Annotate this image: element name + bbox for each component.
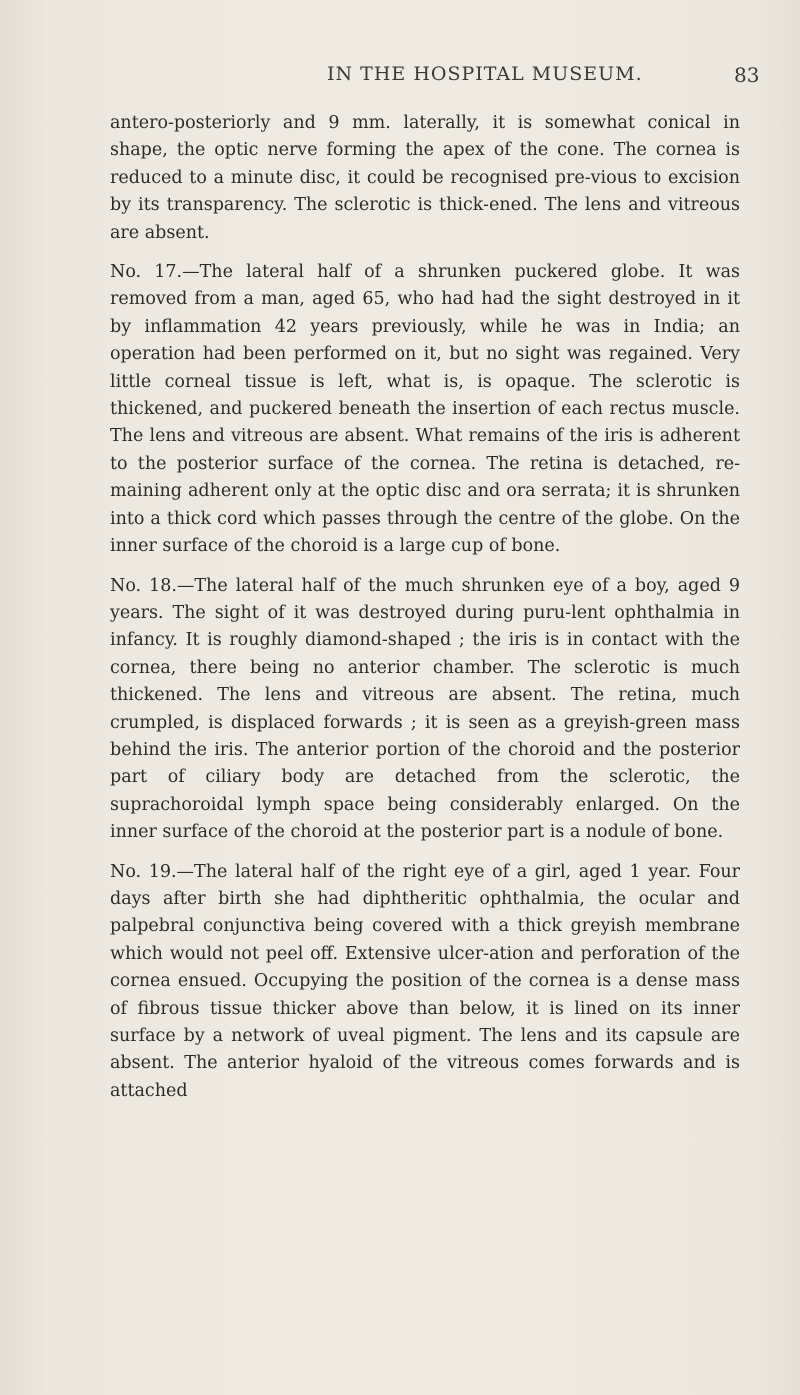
paragraph-continuation: antero-posteriorly and 9 mm. laterally, it is somewhat conical in shape, the optic nerve forming the apex of the cone. The cornea is reduced to a minute disc, it could be recognised pre-vious to excision by its transparency. The sclerotic is thick-ened. The lens and vitreous are absent. (110, 113, 740, 243)
paragraph-specimen-18: No. 18.—The lateral half of the much shrunken eye of a boy, aged 9 years. The sight of it was destroyed during puru-lent ophthalmia in infancy. It is roughly diamond-shaped ; the iris is in contact with the cornea, there being no anterior chamber. The sclerotic is much thickened. The lens and vitreous are absent. The retina, much crumpled, is displaced forwards ; it is seen as a greyish-green mass behind the iris. The anterior portion of the choroid and the posterior part of ciliary body are detached from the sclerotic, the suprachoroidal lymph space being considerably enlarged. On the inner surface of the choroid at the posterior part is a nodule of bone. (110, 575, 740, 843)
page-number: 83 (734, 63, 760, 87)
body-text (110, 110, 740, 1117)
running-title: IN THE HOSPITAL MUSEUM. (327, 63, 643, 85)
paragraph-specimen-19: No. 19.—The lateral half of the right eye of a girl, aged 1 year. Four days after birth she had diphtheritic ophthalmia, the ocular and palpebral conjunctiva being covered with a thick greyish membrane which would not peel off. Extensive ulcer-ation and perforation of the cornea ensued. Occupying the position of the cornea is a dense mass of fibrous tissue thicker above than below, it is lined on its inner surface by a network of uveal pigment. The lens and its capsule are absent. The anterior hyaloid of the vitreous comes forwards and is attached (110, 861, 740, 1101)
running-head (0, 63, 800, 93)
paragraph-specimen-17: No. 17.—The lateral half of a shrunken puckered globe. It was removed from a man, aged 65, who had had the sight destroyed in it by inflammation 42 years previously, while he was in India; an operation had been performed on it, but no sight was regained. Very little corneal tissue is left, what is, is opaque. The sclerotic is thickened, and puckered beneath the insertion of each rectus muscle. The lens and vitreous are absent. What remains of the iris is adherent to the posterior surface of the cornea. The retina is detached, re-maining adherent only at the optic disc and ora serrata; it is shrunken into a thick cord which passes through the centre of the globe. On the inner surface of the choroid is a large cup of bone. (110, 262, 740, 557)
